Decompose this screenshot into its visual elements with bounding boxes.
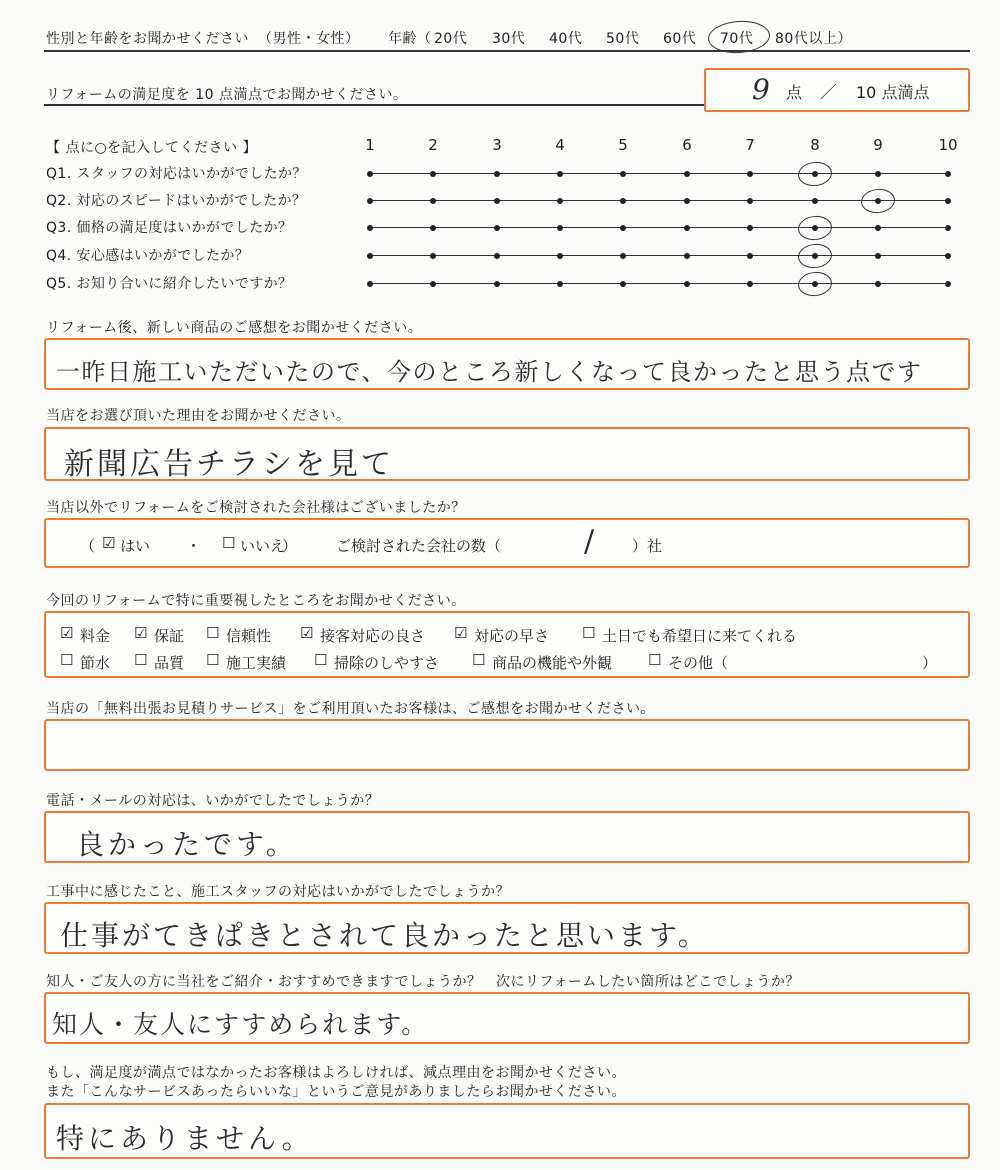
other-close-paren: ） [922, 654, 938, 672]
scale-number-5: 5 [618, 136, 628, 154]
recommend-answer-box[interactable] [44, 992, 970, 1044]
question-4-point-6[interactable] [684, 253, 690, 259]
question-5-scale-line [368, 283, 950, 284]
gender-options: （男性・女性） [258, 31, 360, 47]
question-1-point-7[interactable] [747, 171, 753, 177]
no-label: いいえ [240, 537, 286, 555]
scale-number-3: 3 [492, 136, 502, 154]
recommend-prompt: 知人・ご友人の方に当社をご紹介・おすすめできますでしょうか？ 次にリフォームしたい箇所はどこでしょうか？ [46, 974, 800, 990]
options_row1-checkbox-4[interactable]: ☑ [300, 624, 314, 642]
options_row1-checkbox-5[interactable]: ☑ [454, 624, 468, 642]
options_row2-checkbox-4[interactable]: ☐ [314, 651, 328, 669]
score-slash: ／ [820, 83, 837, 103]
options_row2-label-4: 掃除のしやすさ [334, 654, 440, 672]
options_row2-checkbox-3[interactable]: ☐ [206, 651, 220, 669]
options_row2-label-2: 品質 [154, 654, 185, 672]
options_row2-checkbox-6[interactable]: ☐ [648, 651, 662, 669]
other-company-prompt: 当店以外でリフォームをご検討された会社様はございましたか？ [46, 500, 466, 516]
deduction-prompt-line2: また「こんなサービスあったらいいな」というご意見がありましたらお聞かせください。 [46, 1084, 626, 1100]
question-4-point-10[interactable] [945, 253, 951, 259]
question-1-point-1[interactable] [367, 171, 373, 177]
question-3-point-9[interactable] [875, 225, 881, 231]
question-4-answer-circle [797, 242, 833, 269]
scale-number-7: 7 [745, 136, 755, 154]
estimate-prompt: 当店の「無料出張お見積りサービス」をご利用頂いたお客様は、ご感想をお聞かせください。 [46, 701, 655, 717]
question-3-point-7[interactable] [747, 225, 753, 231]
scale-number-6: 6 [682, 136, 692, 154]
score-box[interactable] [704, 68, 970, 112]
options_row1-label-2: 保証 [154, 627, 185, 645]
reason-prompt: 当店をお選び頂いた理由をお聞かせください。 [46, 408, 351, 424]
priority-prompt: 今回のリフォームで特に重要視したところをお聞かせください。 [46, 593, 466, 609]
reason-answer: 新聞広告チラシを見て [64, 447, 394, 482]
question-2-point-10[interactable] [945, 198, 951, 204]
question-4-point-5[interactable] [620, 253, 626, 259]
question-3-point-6[interactable] [684, 225, 690, 231]
age-option-40: 40代 [549, 31, 583, 47]
question-5-point-6[interactable] [684, 281, 690, 287]
deduction-answer: 特にありません。 [56, 1122, 314, 1155]
question-3-point-10[interactable] [945, 225, 951, 231]
question-2-point-3[interactable] [494, 198, 500, 204]
options_row2-label-6: その他（ [668, 654, 729, 672]
question-2-answer-circle [860, 187, 896, 214]
phone-prompt: 電話・メールの対応は、いかがでしたでしょうか？ [46, 793, 380, 809]
question-1-point-3[interactable] [494, 171, 500, 177]
yes-label: はい [120, 537, 151, 555]
options_row1-label-1: 料金 [80, 627, 111, 645]
satisfaction-prompt: リフォームの満足度を 10 点満点でお聞かせください。 [46, 87, 408, 103]
reason-answer-box[interactable] [44, 427, 970, 481]
age-option-60: 60代 [663, 31, 697, 47]
question-4-point-2[interactable] [430, 253, 436, 259]
question-4-label: Q4. 安心感はいかがでしたか？ [46, 248, 250, 264]
question-2-point-8[interactable] [812, 198, 818, 204]
scale-number-2: 2 [428, 136, 438, 154]
question-5-point-4[interactable] [557, 281, 563, 287]
question-4-scale-line [368, 255, 950, 256]
options_row1-label-5: 対応の早さ [474, 627, 550, 645]
options_row1-label-3: 信頼性 [226, 627, 272, 645]
company-count-value: / [584, 524, 595, 559]
question-5-point-5[interactable] [620, 281, 626, 287]
other-company-box[interactable] [44, 518, 970, 568]
company-count-suffix: ）社 [632, 537, 663, 555]
question-1-point-4[interactable] [557, 171, 563, 177]
company-count-label: ご検討された会社の数（ [336, 537, 502, 555]
options_row1-checkbox-2[interactable]: ☑ [134, 624, 148, 642]
impression-prompt: リフォーム後、新しい商品のご感想をお聞かせください。 [46, 320, 423, 336]
question-4-point-1[interactable] [367, 253, 373, 259]
age-label: 年齢（ [388, 31, 432, 47]
question-2-point-7[interactable] [747, 198, 753, 204]
deduction-answer-box[interactable] [44, 1103, 970, 1159]
score-max: 10 点満点 [856, 83, 930, 102]
phone-answer-box[interactable] [44, 811, 970, 863]
age-option-20: 20代 [434, 31, 468, 47]
recommend-answer: 知人・友人にすすめられます。 [52, 1010, 429, 1039]
question-5-answer-circle [797, 270, 833, 297]
scale-number-9: 9 [873, 136, 883, 154]
question-3-label: Q3. 価格の満足度はいかがでしたか？ [46, 220, 293, 236]
question-3-point-1[interactable] [367, 225, 373, 231]
question-2-point-2[interactable] [430, 198, 436, 204]
age-option-80: 80代以上） [775, 31, 852, 47]
question-1-scale-line [368, 173, 950, 174]
construction-answer-box[interactable] [44, 902, 970, 954]
question-2-point-4[interactable] [557, 198, 563, 204]
question-5-point-1[interactable] [367, 281, 373, 287]
question-1-answer-circle [797, 160, 833, 187]
yes-checkbox[interactable]: ☑ [102, 534, 116, 552]
options_row1-checkbox-1[interactable]: ☑ [60, 624, 74, 642]
question-4-point-3[interactable] [494, 253, 500, 259]
impression-answer-box[interactable] [44, 338, 970, 390]
other-company-close-paren: ） [282, 537, 298, 555]
construction-prompt: 工事中に感じたこと、施工スタッフの対応はいかがでしたでしょうか？ [46, 884, 510, 900]
question-3-point-4[interactable] [557, 225, 563, 231]
option-separator: ・ [186, 537, 202, 555]
score-unit: 点 [786, 83, 803, 102]
question-2-label: Q2. 対応のスピードはいかがでしたか？ [46, 193, 307, 209]
scale-number-8: 8 [810, 136, 820, 154]
question-1-point-9[interactable] [875, 171, 881, 177]
estimate-answer-box[interactable] [44, 719, 970, 771]
question-5-point-10[interactable] [945, 281, 951, 287]
question-2-point-1[interactable] [367, 198, 373, 204]
options_row2-label-5: 商品の機能や外観 [492, 654, 613, 672]
question-5-point-9[interactable] [875, 281, 881, 287]
options_row2-checkbox-1[interactable]: ☐ [60, 651, 74, 669]
priority-box[interactable] [44, 611, 970, 678]
construction-answer: 仕事がてきぱきとされて良かったと思います。 [60, 919, 709, 952]
question-2-point-5[interactable] [620, 198, 626, 204]
satisfaction-rule [44, 104, 704, 106]
scale-number-1: 1 [365, 136, 375, 154]
score-handwritten: 9 [752, 73, 770, 106]
question-1-point-6[interactable] [684, 171, 690, 177]
phone-answer: 良かったです。 [76, 828, 298, 861]
question-5-point-2[interactable] [430, 281, 436, 287]
question-1-point-2[interactable] [430, 171, 436, 177]
question-4-point-4[interactable] [557, 253, 563, 259]
options_row2-checkbox-5[interactable]: ☐ [472, 651, 486, 669]
scale-number-10: 10 [938, 136, 958, 154]
age-option-70: 70代 [720, 31, 754, 47]
age-option-30: 30代 [492, 31, 526, 47]
gender-age-prompt: 性別と年齢をお聞かせください [46, 31, 249, 47]
other-company-open-paren: （ [80, 537, 96, 555]
options_row1-label-6: 土日でも希望日に来てくれる [602, 627, 798, 645]
impression-answer: 一昨日施工いただいたので、今のところ新しくなって良かったと思う点です [56, 358, 923, 386]
rating-instruction: 【 点に○を記入してください 】 [46, 140, 258, 156]
question-3-answer-circle [797, 214, 833, 241]
question-5-point-7[interactable] [747, 281, 753, 287]
question-1-point-5[interactable] [620, 171, 626, 177]
options_row2-label-1: 節水 [80, 654, 111, 672]
options_row1-label-4: 接客対応の良さ [320, 627, 426, 645]
age-option-50: 50代 [606, 31, 640, 47]
header-rule [44, 50, 970, 52]
question-3-point-2[interactable] [430, 225, 436, 231]
scale-number-4: 4 [555, 136, 565, 154]
question-5-point-3[interactable] [494, 281, 500, 287]
question-2-point-6[interactable] [684, 198, 690, 204]
question-5-label: Q5. お知り合いに紹介したいですか？ [46, 276, 293, 292]
question-1-point-10[interactable] [945, 171, 951, 177]
options_row2-checkbox-2[interactable]: ☐ [134, 651, 148, 669]
question-3-point-3[interactable] [494, 225, 500, 231]
options_row1-checkbox-3[interactable]: ☐ [206, 624, 220, 642]
deduction-prompt-line1: もし、満足度が満点ではなかったお客様はよろしければ、減点理由をお聞かせください。 [46, 1065, 626, 1081]
question-4-point-9[interactable] [875, 253, 881, 259]
options_row1-checkbox-6[interactable]: ☐ [582, 624, 596, 642]
question-4-point-7[interactable] [747, 253, 753, 259]
options_row2-label-3: 施工実績 [226, 654, 287, 672]
question-3-point-5[interactable] [620, 225, 626, 231]
question-1-label: Q1. スタッフの対応はいかがでしたか？ [46, 166, 307, 182]
question-3-scale-line [368, 227, 950, 228]
no-checkbox[interactable]: ☐ [222, 534, 236, 552]
